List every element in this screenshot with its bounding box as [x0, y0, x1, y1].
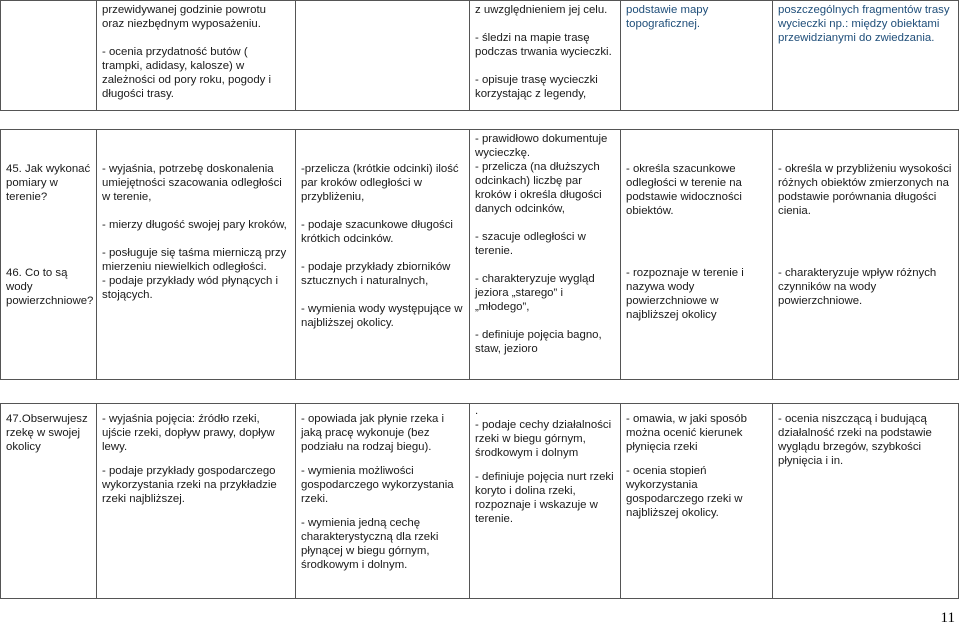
spacer — [475, 216, 615, 230]
cell-text: - podaje przykłady zbiorników sztucznych i naturalnych, — [301, 261, 451, 287]
cell-text: - wymienia możliwości gospodarczego wykorzystania rzeki. — [301, 465, 454, 505]
cell-topic — [1, 404, 97, 599]
cell-text: podstawie mapy topograficznej. — [626, 4, 709, 30]
spacer — [301, 204, 464, 218]
spacer — [102, 31, 290, 45]
table-section-middle — [0, 129, 959, 380]
table-row — [1, 1, 959, 111]
cell-requirements-level-4 — [621, 130, 773, 380]
cell-text: - mierzy długość swojej pary kroków, — [102, 219, 287, 231]
cell-text: - definiuje pojęcia nurt rzeki koryto i dolina rzeki, rozpoznaje i wskazuje w terenie. — [475, 471, 614, 525]
cell-requirements-level-2 — [296, 404, 470, 599]
cell-text: - prawidłowo dokumentuje wycieczkę. — [475, 133, 608, 159]
cell-topic — [1, 1, 97, 111]
cell-requirements-level-4 — [621, 404, 773, 599]
cell-text: - podaje cechy działalności rzeki w biegu górnym, środkowym i dolnym — [475, 419, 612, 459]
cell-requirements-level-4 — [621, 1, 773, 111]
spacer — [102, 454, 290, 464]
cell-text: - ocenia przydatność butów ( trampki, adidasy, kalosze) w zależności od pory roku, pogody i długości trasy. — [102, 46, 272, 100]
topic-45: 45. Jak wykonać pomiary w terenie? — [6, 163, 91, 203]
cell-text: przewidywanej godzinie powrotu oraz niezbędnym wyposażeniu. — [102, 4, 266, 30]
cell-text: - szacuje odległości w terenie. — [475, 231, 586, 257]
cell-text: - rozpoznaje w terenie i nazywa wody powierzchniowe w najbliższej okolicy — [626, 267, 744, 321]
spacer — [475, 59, 615, 73]
cell-text: -przelicza (krótkie odcinki) ilość par kroków odległości w przybliżeniu, — [301, 163, 459, 203]
spacer — [301, 246, 464, 260]
cell-text: - wymienia wody występujące w najbliższej okolicy. — [301, 303, 463, 329]
cell-text: - ocenia niszczącą i budującą działalność rzeki na podstawie wyglądu brzegów, szybkości płynięcia i in. — [778, 413, 932, 467]
spacer — [778, 218, 953, 266]
spacer — [6, 204, 91, 266]
cell-text: - podaje przykłady gospodarczego wykorzystania rzeki na przykładzie rzeki najbliższej. — [102, 465, 277, 505]
page-number: 11 — [940, 610, 955, 626]
cell-requirements-level-5 — [773, 404, 959, 599]
table-row — [1, 130, 959, 380]
cell-text: - przelicza (na dłuższych odcinkach) liczbę par kroków i określa długości danych odcinków, — [475, 161, 602, 215]
cell-text: z uwzględnieniem jej celu. — [475, 4, 608, 16]
cell-requirements-level-1 — [97, 1, 296, 111]
cell-text: . — [475, 405, 479, 417]
cell-text: - definiuje pojęcia bagno, staw, jezioro — [475, 329, 602, 355]
cell-requirements-level-2 — [296, 1, 470, 111]
cell-text: - wyjaśnia, potrzebę doskonalenia umiejętności szacowania odległości w terenie, — [102, 163, 282, 203]
cell-requirements-level-3 — [470, 130, 621, 380]
cell-requirements-level-3 — [470, 404, 621, 599]
cell-text: - opowiada jak płynie rzeka i jaką pracę wykonuje (bez podziału na rodzaj biegu). — [301, 413, 445, 453]
cell-requirements-level-3 — [470, 1, 621, 111]
cell-text: - podaje przykłady wód płynących i stojących. — [102, 275, 279, 301]
spacer — [301, 288, 464, 302]
spacer — [102, 232, 290, 246]
cell-text: - omawia, w jaki sposób można ocenić kierunek płynięcia rzeki — [626, 413, 747, 453]
spacer — [301, 454, 464, 464]
cell-text: - podaje szacunkowe długości krótkich odcinków. — [301, 219, 453, 245]
cell-text: - określa szacunkowe odległości w terenie na podstawie widoczności obiektów. — [626, 163, 742, 217]
topic-47: 47.Obserwujesz rzekę w swojej okolicy — [6, 413, 88, 453]
cell-text: - posługuje się taśma mierniczą przy mierzeniu niewielkich odległości. — [102, 247, 287, 273]
spacer — [475, 314, 615, 328]
spacer — [102, 204, 290, 218]
cell-text: - charakteryzuje wygląd jeziora „starego” i „młodego”, — [475, 273, 595, 313]
table-row — [1, 404, 959, 599]
spacer — [475, 17, 615, 31]
spacer — [626, 454, 767, 464]
cell-text: - ocenia stopień wykorzystania gospodarczego rzeki w najbliższej okolicy. — [626, 465, 743, 519]
topic-46: 46. Co to są wody powierzchniowe? — [6, 267, 94, 307]
cell-requirements-level-1 — [97, 404, 296, 599]
cell-requirements-level-2 — [296, 130, 470, 380]
spacer — [626, 218, 767, 266]
cell-text: - wymienia jedną cechę charakterystyczną dla rzeki płynącej w biegu górnym, środkowym i dolnym. — [301, 517, 439, 571]
cell-text: poszczególnych fragmentów trasy wycieczki np.: między obiektami przewidzianymi do zwiedzania. — [778, 4, 950, 44]
table-section-top — [0, 0, 959, 111]
cell-requirements-level-5 — [773, 130, 959, 380]
cell-topic — [1, 130, 97, 380]
spacer — [475, 460, 615, 470]
table-section-bottom — [0, 403, 959, 599]
cell-text: - charakteryzuje wpływ różnych czynników na wody powierzchniowe. — [778, 267, 937, 307]
spacer — [301, 506, 464, 516]
cell-requirements-level-5 — [773, 1, 959, 111]
cell-text: - opisuje trasę wycieczki korzystając z legendy, — [475, 74, 598, 100]
spacer — [475, 258, 615, 272]
cell-text: - wyjaśnia pojęcia: źródło rzeki, ujście rzeki, dopływ prawy, dopływ lewy. — [102, 413, 275, 453]
cell-requirements-level-1 — [97, 130, 296, 380]
cell-text: - określa w przybliżeniu wysokości różnych obiektów zmierzonych na podstawie porównania długości cienia. — [778, 163, 952, 217]
cell-text: - śledzi na mapie trasę podczas trwania wycieczki. — [475, 32, 612, 58]
